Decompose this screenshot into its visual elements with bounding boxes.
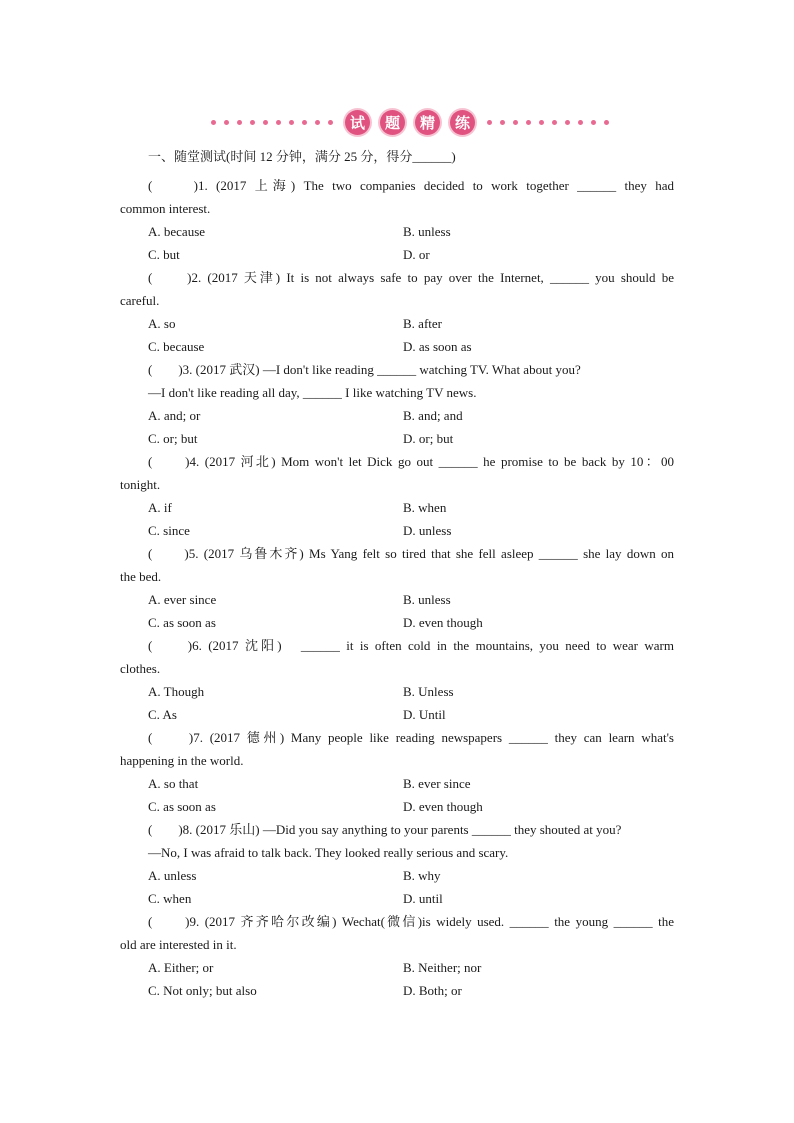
option-a: A. Either; or — [148, 960, 214, 975]
option-c: C. since — [148, 523, 190, 538]
option-a: A. ever since — [148, 592, 217, 607]
banner-dots-right — [487, 120, 609, 125]
question-stem: ( )1. (2017 上海) The two companies decided to work together ______ they had — [148, 178, 674, 193]
options — [120, 772, 674, 818]
option-b: B. Unless — [403, 684, 454, 699]
option-b: B. and; and — [403, 408, 463, 423]
option-d: D. or — [403, 247, 430, 262]
question-stem-continued: careful. — [120, 293, 160, 308]
option-a: A. if — [148, 500, 172, 515]
question-7 — [120, 726, 674, 818]
dot-icon — [578, 120, 583, 125]
question-8 — [120, 818, 674, 910]
option-b: B. ever since — [403, 776, 471, 791]
dot-icon — [487, 120, 492, 125]
option-b: B. unless — [403, 592, 451, 607]
options — [120, 956, 674, 1002]
question-stem: ( )4. (2017 河北) Mom won't let Dick go out ______ he promise to be back by 10：00 — [148, 454, 674, 469]
dot-icon — [513, 120, 518, 125]
question-stem: ( )3. (2017 武汉) —I don't like reading ______ watching TV. What about you? — [148, 362, 581, 377]
section-header: 一、随堂测试(时间 12 分钟，满分 25 分，得分______) — [148, 149, 456, 164]
document-content — [120, 146, 674, 1002]
question-stem-continued: —I don't like reading all day, ______ I like watching TV news. — [148, 385, 477, 400]
question-stem: ( )7. (2017 德州) Many people like reading newspapers ______ they can learn what's — [148, 730, 674, 745]
question-9 — [120, 910, 674, 1002]
question-stem-continued: the bed. — [120, 569, 162, 584]
option-b: B. after — [403, 316, 442, 331]
option-a: A. so — [148, 316, 176, 331]
question-stem: ( )9. (2017 齐齐哈尔改编) Wechat(微信)is widely used. ______ the young ______ the — [148, 914, 674, 929]
dot-icon — [224, 120, 229, 125]
banner-char: 练 — [450, 110, 475, 135]
options — [120, 496, 674, 542]
option-d: D. even though — [403, 615, 483, 630]
options — [120, 220, 674, 266]
option-a: A. so that — [148, 776, 199, 791]
option-b: B. why — [403, 868, 441, 883]
dot-icon — [552, 120, 557, 125]
dot-icon — [604, 120, 609, 125]
dot-icon — [302, 120, 307, 125]
question-stem-continued: tonight. — [120, 477, 161, 492]
question-2 — [120, 266, 674, 358]
option-c: C. as soon as — [148, 799, 216, 814]
option-b: B. Neither; nor — [403, 960, 482, 975]
options — [120, 864, 674, 910]
dot-icon — [500, 120, 505, 125]
option-c: C. Not only; but also — [148, 983, 257, 998]
option-d: D. Until — [403, 707, 446, 722]
dot-icon — [263, 120, 268, 125]
banner-char: 精 — [415, 110, 440, 135]
banner-title — [345, 110, 475, 135]
option-d: D. as soon as — [403, 339, 472, 354]
option-d: D. until — [403, 891, 443, 906]
banner-char: 试 — [345, 110, 370, 135]
dot-icon — [526, 120, 531, 125]
question-3 — [120, 358, 674, 450]
section-banner — [190, 103, 630, 141]
option-c: C. when — [148, 891, 192, 906]
option-d: D. even though — [403, 799, 483, 814]
dot-icon — [237, 120, 242, 125]
dot-icon — [565, 120, 570, 125]
banner-char: 题 — [380, 110, 405, 135]
question-stem-continued: common interest. — [120, 201, 211, 216]
option-c: C. because — [148, 339, 205, 354]
dot-icon — [539, 120, 544, 125]
question-stem: ( )8. (2017 乐山) —Did you say anything to your parents ______ they shouted at you? — [148, 822, 622, 837]
question-stem-continued: —No, I was afraid to talk back. They looked really serious and scary. — [148, 845, 509, 860]
option-b: B. unless — [403, 224, 451, 239]
options — [120, 588, 674, 634]
option-b: B. when — [403, 500, 447, 515]
question-5 — [120, 542, 674, 634]
options — [120, 680, 674, 726]
dot-icon — [211, 120, 216, 125]
options — [120, 404, 674, 450]
dot-icon — [276, 120, 281, 125]
option-d: D. Both; or — [403, 983, 462, 998]
option-d: D. or; but — [403, 431, 454, 446]
option-a: A. and; or — [148, 408, 201, 423]
dot-icon — [591, 120, 596, 125]
question-stem-continued: clothes. — [120, 661, 161, 676]
option-c: C. as soon as — [148, 615, 216, 630]
question-stem-continued: happening in the world. — [120, 753, 244, 768]
banner-dots-left — [211, 120, 333, 125]
question-stem-continued: old are interested in it. — [120, 937, 237, 952]
question-stem: ( )5. (2017 乌鲁木齐) Ms Yang felt so tired that she fell asleep ______ she lay down on — [148, 546, 674, 561]
option-c: C. but — [148, 247, 180, 262]
question-6 — [120, 634, 674, 726]
option-c: C. or; but — [148, 431, 198, 446]
dot-icon — [328, 120, 333, 125]
options — [120, 312, 674, 358]
dot-icon — [315, 120, 320, 125]
option-d: D. unless — [403, 523, 452, 538]
dot-icon — [250, 120, 255, 125]
question-4 — [120, 450, 674, 542]
option-a: A. because — [148, 224, 206, 239]
question-1 — [120, 174, 674, 266]
question-stem: ( )6. (2017 沈阳) ______ it is often cold in the mountains, you need to wear warm — [148, 638, 674, 653]
option-a: A. Though — [148, 684, 205, 699]
dot-icon — [289, 120, 294, 125]
option-c: C. As — [148, 707, 177, 722]
option-a: A. unless — [148, 868, 197, 883]
question-stem: ( )2. (2017 天津) It is not always safe to pay over the Internet, ______ you should be — [148, 270, 674, 285]
